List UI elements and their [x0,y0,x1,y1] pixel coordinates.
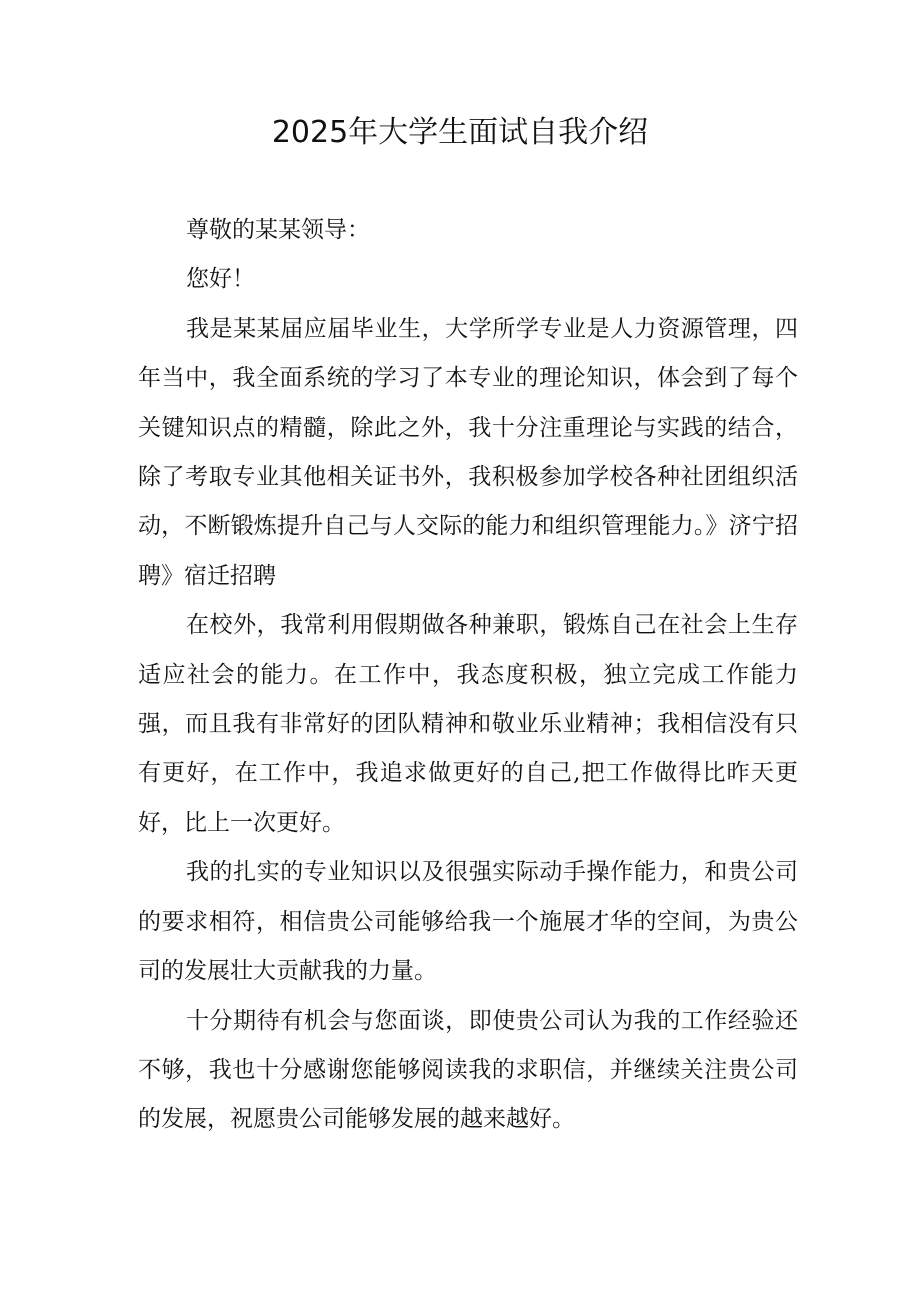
salutation: 尊敬的某某领导： [186,217,370,243]
paragraph: 在校外，我常利用假期做各种兼职，锻炼自己在社会上生存适应社会的能力。在工作中，我态度积极，独立完成工作能力强，而且我有非常好的团队精神和敬业乐业精神；我相信没有只有更好，在工作中，我追求做更好的自己,把工作做得比昨天更好，比上一次更好。 [138,612,798,836]
greeting: 您好！ [186,266,255,293]
paragraph: 十分期待有机会与您面谈，即使贵公司认为我的工作经验还不够，我也十分感谢您能够阅读我的求职信，并继续关注贵公司的发展，祝愿贵公司能够发展的越来越好。 [138,1007,798,1133]
paragraph: 我的扎实的专业知识以及很强实际动手操作能力，和贵公司的要求相符，相信贵公司能够给我一个施展才华的空间，为贵公司的发展壮大贡献我的力量。 [138,859,798,985]
document-body [138,206,798,1145]
document-title: 2025年大学生面试自我介绍 [271,115,649,150]
paragraph: 我是某某届应届毕业生，大学所学专业是人力资源管理，四年当中，我全面系统的学习了本专业的理论知识，体会到了每个关键知识点的精髓，除此之外，我十分注重理论与实践的结合，除了考取专业其他相关证书外，我积极参加学校各种社团组织活动，不断锻炼提升自己与人交际的能力和组织管理能力。》济宁招聘》宿迁招聘 [138,315,798,589]
